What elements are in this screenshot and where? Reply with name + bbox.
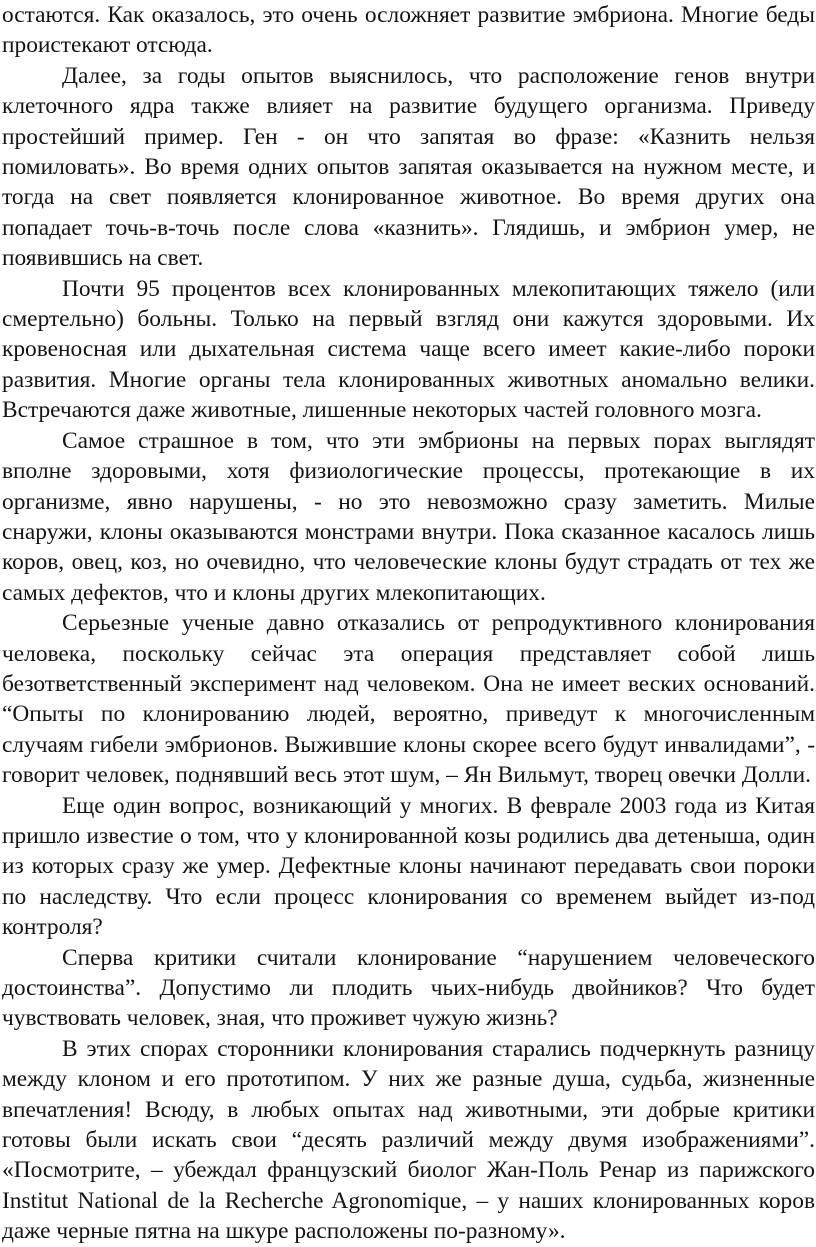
paragraph-clone-illness: Почти 95 процентов всех клонированных млекопитающих тяжело (или смертельно) больны. Только на первый взгляд они кажутся здоровыми. Их кровеносная или дыхательная система чаще всего имеет какие-либо пороки развития. Многие органы тела клонированных животных аномально велики. Встречаются даже животные, лишенные некоторых частей головного мозга.	[2, 275, 815, 424]
paragraph-human-dignity: Сперва критики считали клонирование “нарушением человеческого достоинства”. Допустимо ли плодить чьих-нибудь двойников? Что будет чувствовать человек, зная, что проживет чужую жизнь?	[2, 944, 815, 1032]
paragraph-china-goat: Еще один вопрос, возникающий у многих. В феврале 2003 года из Китая пришло известие о том, что у клонированной козы родились два детеныша, один из которых сразу же умер. Дефектные клоны начинают передавать свои пороки по наследству. Что если процесс клонирования со временем выйдет из-под контроля?	[2, 792, 815, 941]
paragraph-clone-differences: В этих спорах сторонники клонирования старались подчеркнуть разницу между клоном и его прототипом. У них же разные душа, судьба, жизненные впечатления! Всюду, в любых опытах над животными, эти добрые критики готовы были искать свои “десять различий между двумя изображениями”. «Посмотрите, – убеждал французский биолог Жан-Поль Ренар из парижского Institut National de la Recherche Agronomique, – у наших клонированных коров даже черные пятна на шкуре расположены по-разному».	[2, 1035, 815, 1245]
paragraph-continuation: остаются. Как оказалось, это очень осложняет развитие эмбриона. Многие беды проистекают отсюда.	[2, 2, 815, 59]
paragraph-gene-position: Далее, за годы опытов выяснилось, что расположение генов внутри клеточного ядра также влияет на развитие будущего организма. Приведу простейший пример. Ген - он что запятая во фразе: «Казнить нельзя помиловать». Во время одних опытов запятая оказывается на нужном месте, и тогда на свет появляется клонированное животное. Во время других она попадает точь-в-точь после слова «казнить». Глядишь, и эмбрион умер, не появившись на свет.	[2, 62, 815, 272]
paragraph-reproductive-cloning: Серьезные ученые давно отказались от репродуктивного клонирования человека, поскольку сейчас эта операция представляет собой лишь безответственный эксперимент над человеком. Она не имеет веских оснований. “Опыты по клонированию людей, вероятно, приведут к многочисленным случаям гибели эмбрионов. Выжившие клоны скорее всего будут инвалидами”, - говорит человек, поднявший весь этот шум, – Ян Вильмут, творец овечки Долли.	[2, 610, 815, 789]
paragraph-embryo-health: Самое страшное в том, что эти эмбрионы на первых порах выглядят вполне здоровыми, хотя физиологические процессы, протекающие в их организме, явно нарушены, - но это невозможно сразу заметить. Милые снаружи, клоны оказываются монстрами внутри. Пока сказанное касалось лишь коров, овец, коз, но очевидно, что человеческие клоны будут страдать от тех же самых дефектов, что и клоны других млекопитающих.	[2, 427, 815, 606]
